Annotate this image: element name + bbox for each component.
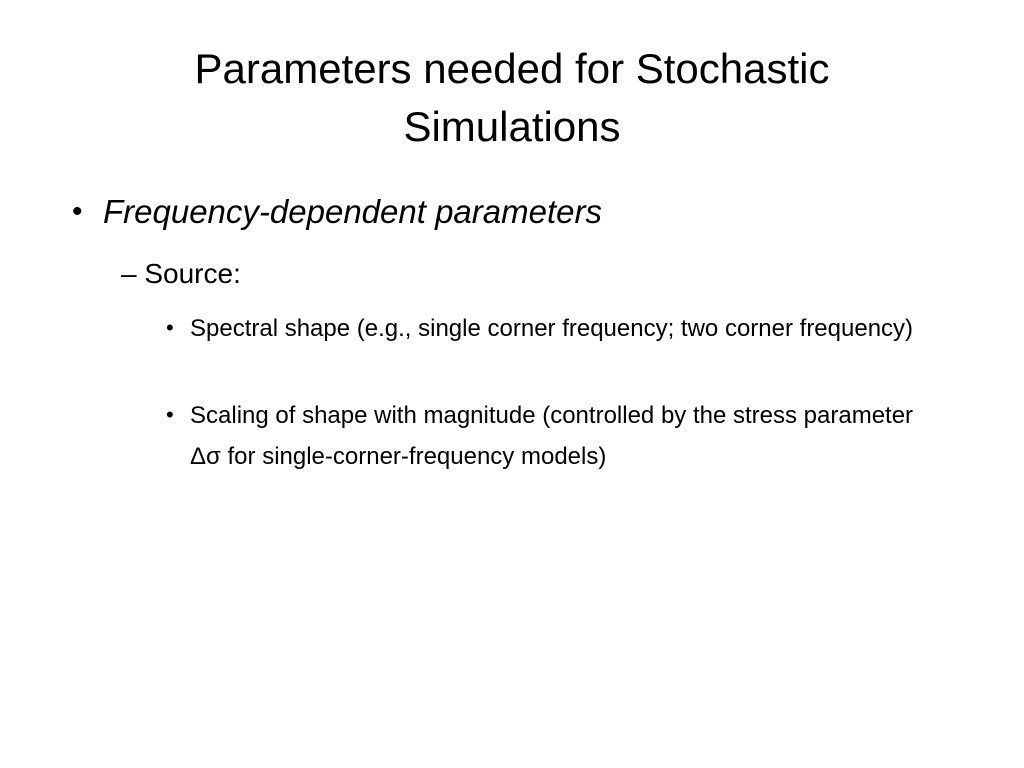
bullet-level2-text: Source: <box>144 258 241 289</box>
level3-bullet-icon: • <box>166 315 174 340</box>
slide-title-line-2: Simulations <box>403 103 621 150</box>
level1-bullet-icon: • <box>72 195 83 228</box>
level3-bullet-icon: • <box>166 402 174 427</box>
slide-title-line-1: Parameters needed for Stochastic <box>194 45 830 92</box>
dash-icon: – <box>121 258 137 289</box>
bullet-level3-item: Spectral shape (e.g., single corner frequency; two corner frequency) <box>190 315 914 342</box>
bullet-level1-text: Frequency-dependent parameters <box>103 193 602 230</box>
bullet-level2 <box>121 254 241 294</box>
bullet-level3-item: Scaling of shape with magnitude (controlled by the stress parameter Δσ for single-corner-frequency models) <box>190 402 914 470</box>
bullet-level1 <box>103 190 602 234</box>
